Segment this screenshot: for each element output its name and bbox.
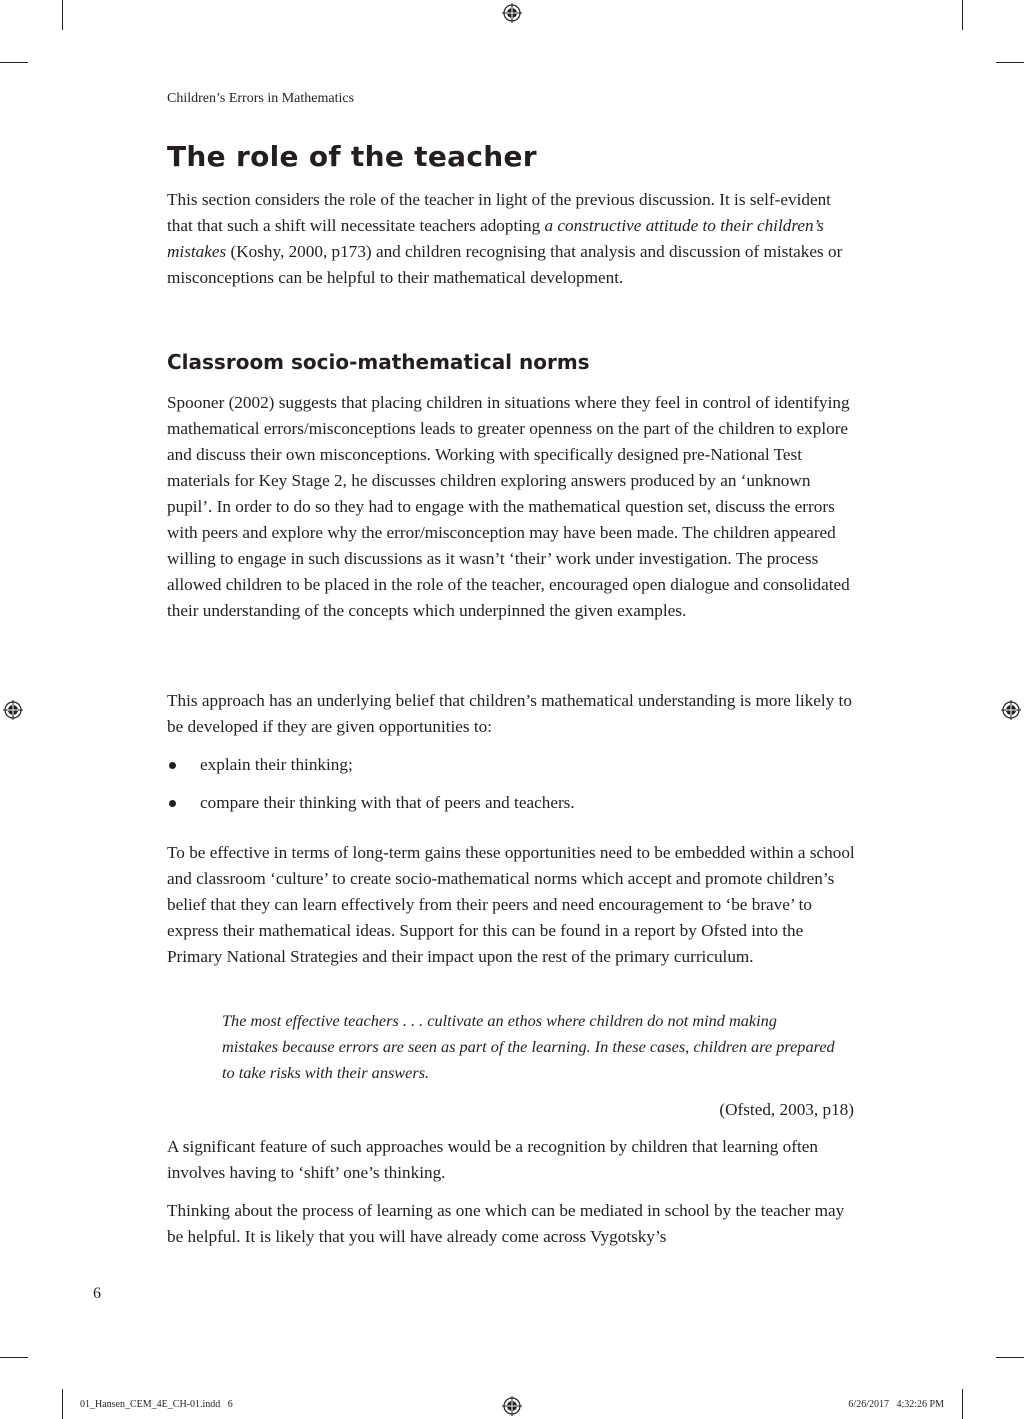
list-item: [167, 752, 857, 778]
slug-filename: 01_Hansen_CEM_4E_CH-01.indd 6: [80, 1399, 233, 1410]
paragraph-thinking: Thinking about the process of learning as one which can be mediated in school by the teacher may be helpful. It is likely that you will have already come across Vygotsky’s: [167, 1201, 845, 1246]
crop-mark: [996, 62, 1024, 63]
bullet-icon: [169, 762, 176, 769]
paragraph-approach: This approach has an underlying belief that children’s mathematical understanding is more likely to be developed if they are given opportunities to:: [167, 691, 852, 736]
crop-mark: [0, 62, 28, 63]
list-item: [167, 790, 857, 816]
registration-mark-icon: [3, 700, 23, 720]
page-number: 6: [93, 1285, 101, 1302]
intro-text-end: (Koshy, 2000, p173) and children recognising that analysis and discussion of mistakes or misconceptions can be helpful to their mathematical development.: [167, 242, 843, 287]
crop-mark: [962, 1389, 963, 1419]
bullet-list: [167, 752, 857, 828]
registration-mark-icon: [502, 1396, 522, 1416]
list-item-text: compare their thinking with that of peers and teachers.: [200, 793, 575, 812]
registration-mark-icon: [1001, 700, 1021, 720]
block-quote: The most effective teachers . . . cultivate an ethos where children do not mind making mistakes because errors are seen as part of the learning. In these cases, children are prepared to take risks with their answers.: [222, 1011, 835, 1082]
crop-mark: [62, 0, 63, 30]
crop-mark: [996, 1357, 1024, 1358]
crop-mark: [962, 0, 963, 30]
crop-mark: [62, 1389, 63, 1419]
bullet-icon: [169, 800, 176, 807]
chapter-heading: The role of the teacher: [167, 140, 537, 173]
list-item-text: explain their thinking;: [200, 755, 353, 774]
running-head: Children’s Errors in Mathematics: [167, 91, 355, 106]
crop-mark: [0, 1357, 28, 1358]
paragraph-effective: To be effective in terms of long-term gains these opportunities need to be embedded within a school and classroom ‘culture’ to create socio-mathematical norms which accept and promote children’s belief that they can learn effectively from their peers and need encouragement to ‘be brave’ to express their mathematical ideas. Support for this can be found in a report by Ofsted into the Primary National Strategies and their impact upon the rest of the primary curriculum.: [167, 843, 855, 966]
intro-paragraph: [167, 187, 857, 291]
paragraph-feature: A significant feature of such approaches would be a recognition by children that learning often involves having to ‘shift’ one’s thinking.: [167, 1137, 818, 1182]
section-heading: Classroom socio-mathematical norms: [167, 350, 590, 374]
slug-timestamp: 6/26/2017 4:32:26 PM: [848, 1399, 944, 1410]
intro-italic-quote: a constructive attitude to their children’s mistakes: [167, 216, 824, 261]
paragraph-spooner: Spooner (2002) suggests that placing children in situations where they feel in control of identifying mathematical errors/misconceptions leads to greater openness on the part of the children to explore and discuss their own misconceptions. Working with specifically designed pre-National Test materials for Key Stage 2, he discusses children exploring answers produced by an ‘unknown pupil’. In order to do so they had to engage with the mathematical question set, discuss the errors with peers and explore why the error/misconception may have been made. The children appeared willing to engage in such discussions as it wasn’t ‘their’ work under investigation. The process allowed children to be placed in the role of the teacher, encouraged open dialogue and consolidated their understanding of the concepts which underpinned the given examples.: [167, 393, 850, 620]
registration-mark-icon: [502, 3, 522, 23]
quote-citation: (Ofsted, 2003, p18): [719, 1100, 854, 1119]
intro-text-start: This section considers the role of the teacher in light of the previous discussion. It is self-evident that that such a shift will necessitate teachers adopting: [167, 190, 831, 235]
